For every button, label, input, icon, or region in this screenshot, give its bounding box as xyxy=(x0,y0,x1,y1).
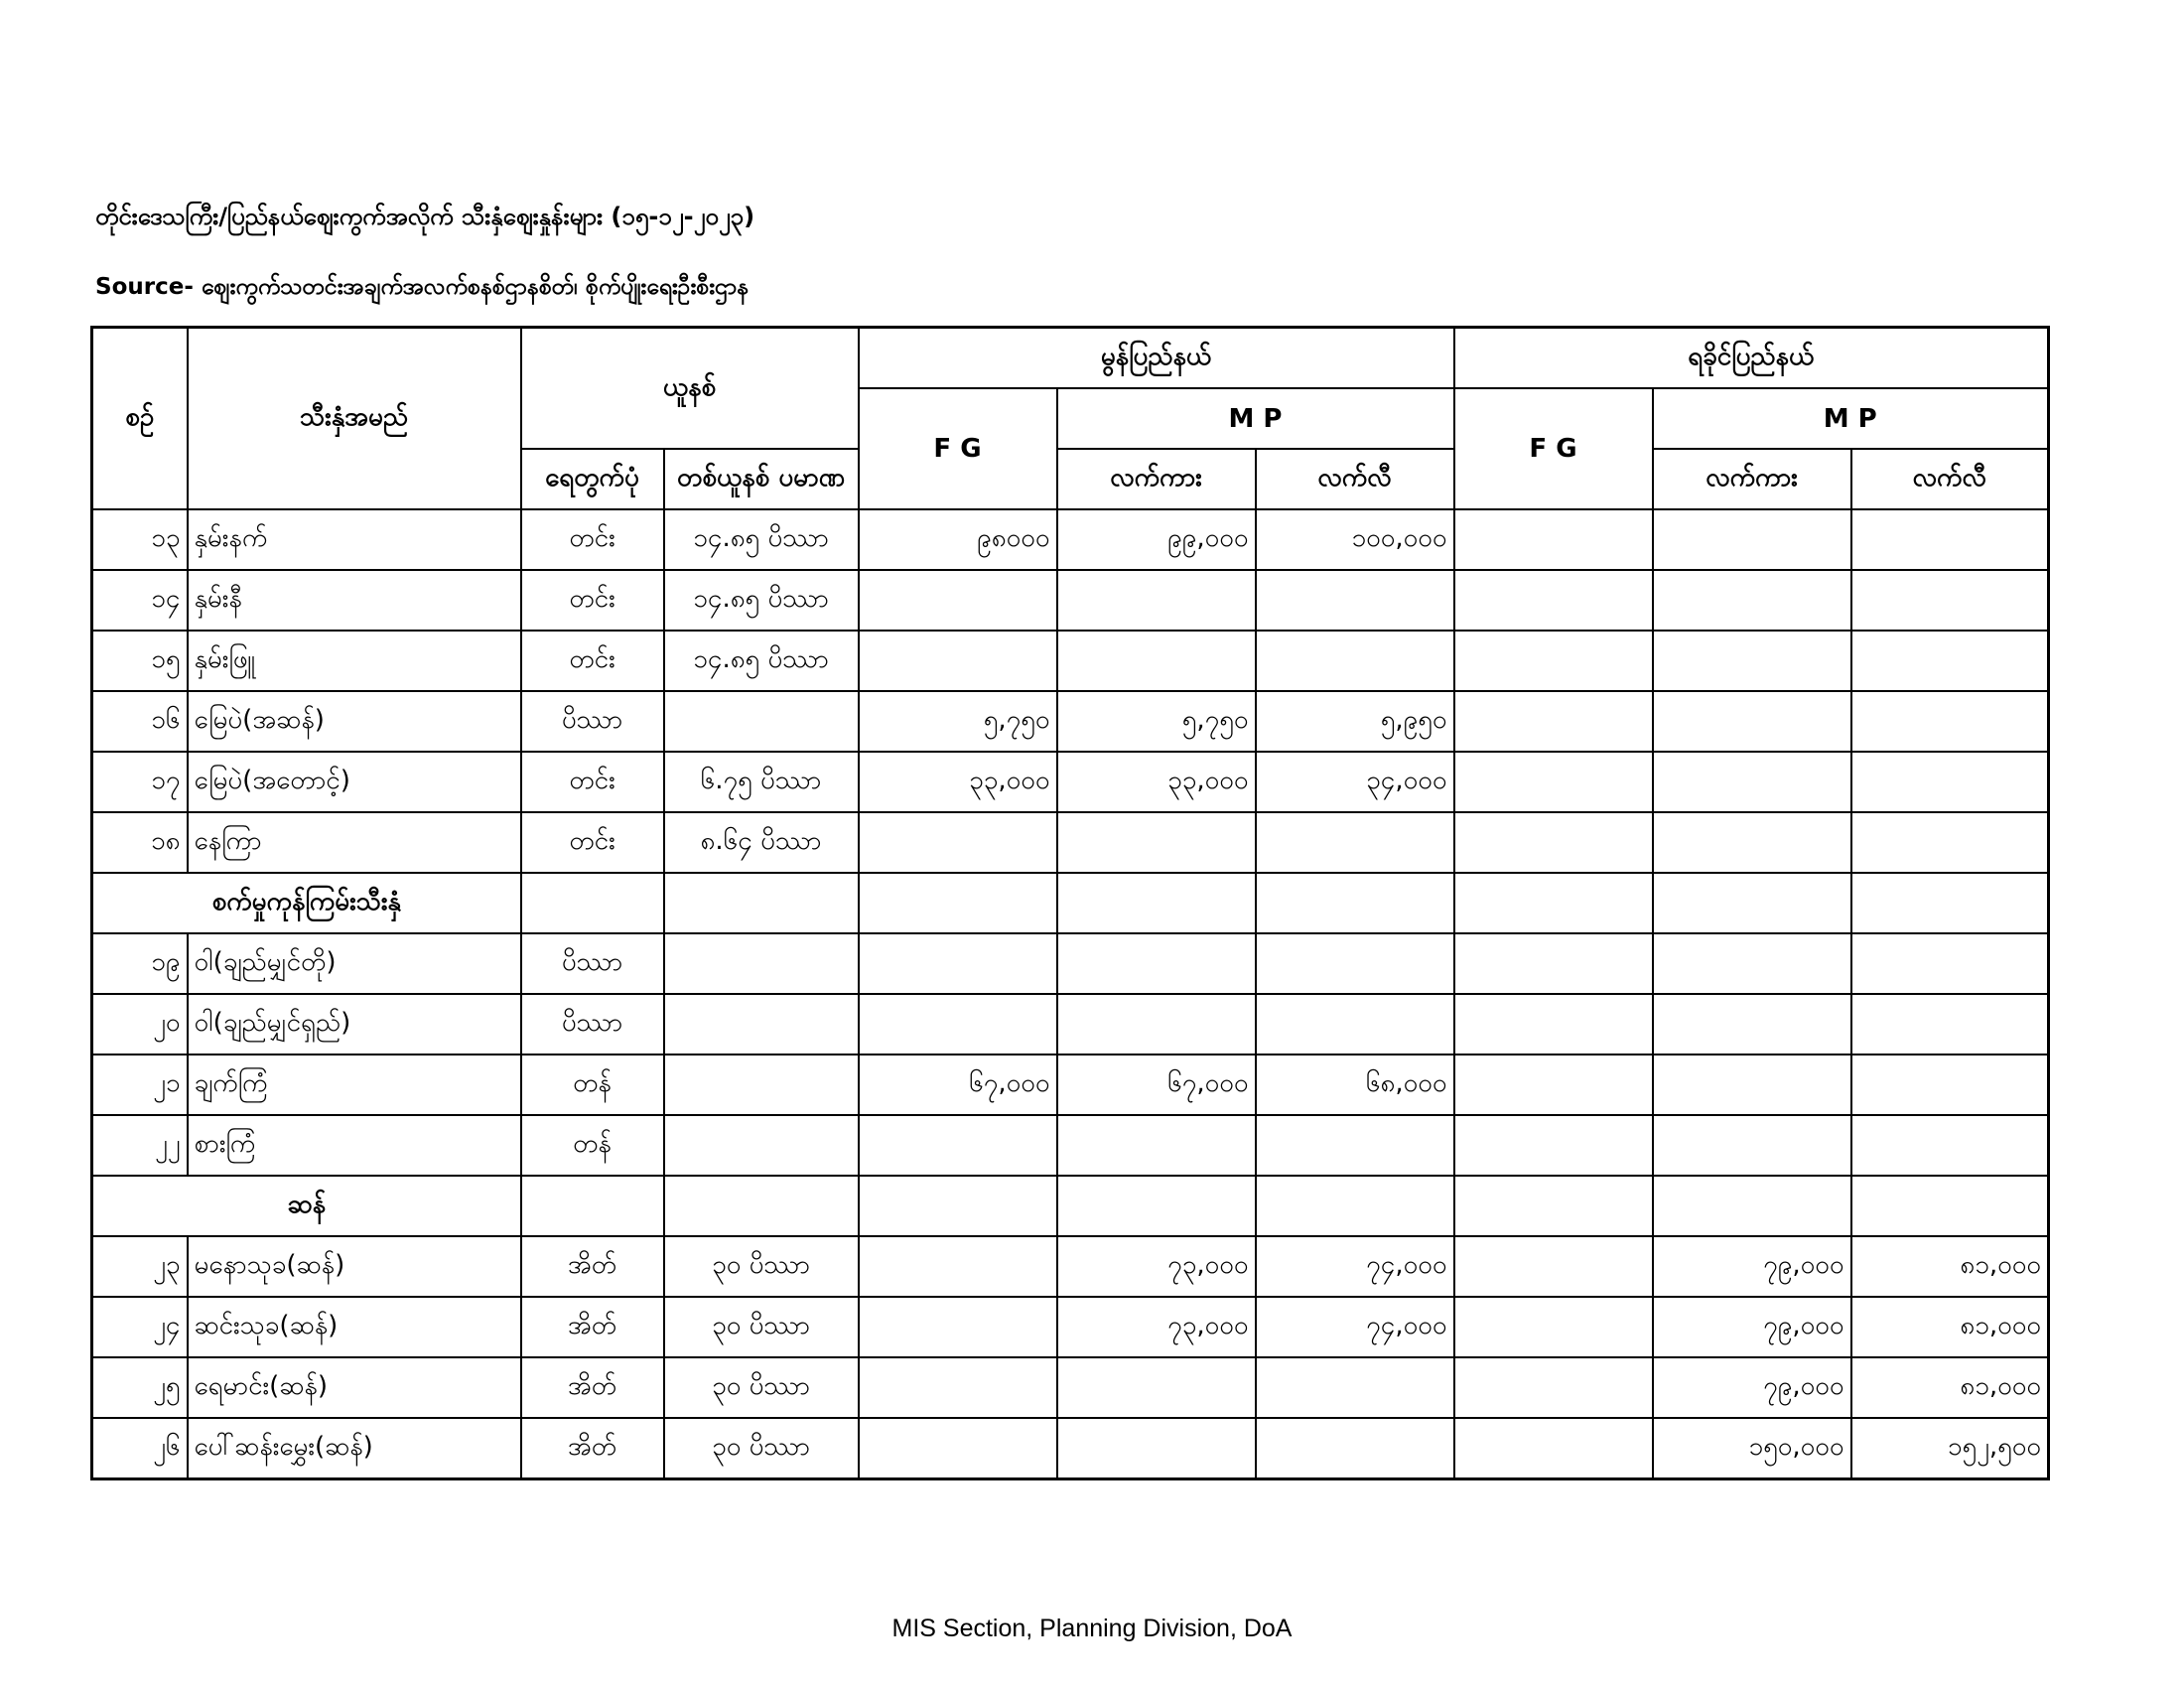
cell-measure: ၁၄.၈၅ ပိဿာ xyxy=(664,509,859,570)
cell-crop-name: ဆင်းသုခ(ဆန်) xyxy=(188,1297,521,1357)
empty-cell xyxy=(1653,873,1851,933)
header-mon-wholesale: လက်ကား xyxy=(1057,449,1256,509)
cell-rakhine-fg xyxy=(1454,994,1653,1055)
cell-rakhine-wholesale: ၇၉,၀၀၀ xyxy=(1653,1357,1851,1418)
cell-crop-name: ရေမာင်း(ဆန်) xyxy=(188,1357,521,1418)
table-row xyxy=(92,691,2049,752)
cell-measure xyxy=(664,691,859,752)
section-heading: စက်မှုကုန်ကြမ်းသီးနှံ xyxy=(92,873,521,933)
cell-unit: တင်း xyxy=(521,570,664,631)
cell-unit: အိတ် xyxy=(521,1418,664,1479)
cell-unit: တန် xyxy=(521,1055,664,1115)
empty-cell xyxy=(1851,873,2049,933)
cell-measure: ၃၀ ပိဿာ xyxy=(664,1236,859,1297)
header-unit: ယူနစ် xyxy=(521,328,859,450)
header-rakhine-wholesale: လက်ကား xyxy=(1653,449,1851,509)
cell-measure: ၁၄.၈၅ ပိဿာ xyxy=(664,570,859,631)
header-mon-state: မွန်ပြည်နယ် xyxy=(859,328,1454,389)
cell-rakhine-retail xyxy=(1851,1115,2049,1176)
cell-mon-retail xyxy=(1256,1115,1454,1176)
cell-rakhine-wholesale: ၇၉,၀၀၀ xyxy=(1653,1297,1851,1357)
cell-crop-name: ဝါ(ချည်မျှင်ရှည်) xyxy=(188,994,521,1055)
cell-mon-retail xyxy=(1256,812,1454,873)
header-crop-name: သီးနှံအမည် xyxy=(188,328,521,510)
cell-unit: တန် xyxy=(521,1115,664,1176)
table-row xyxy=(92,1236,2049,1297)
cell-no: ၁၇ xyxy=(92,752,188,812)
cell-rakhine-fg xyxy=(1454,812,1653,873)
cell-mon-wholesale xyxy=(1057,812,1256,873)
cell-rakhine-fg xyxy=(1454,933,1653,994)
table-row xyxy=(92,752,2049,812)
cell-rakhine-wholesale xyxy=(1653,752,1851,812)
cell-mon-retail xyxy=(1256,1357,1454,1418)
cell-mon-wholesale: ၇၃,၀၀၀ xyxy=(1057,1297,1256,1357)
header-row-1 xyxy=(92,328,2049,389)
empty-cell xyxy=(859,873,1057,933)
header-rakhine-state: ရခိုင်ပြည်နယ် xyxy=(1454,328,2049,389)
cell-rakhine-fg xyxy=(1454,509,1653,570)
cell-rakhine-fg xyxy=(1454,1055,1653,1115)
cell-mon-fg xyxy=(859,1418,1057,1479)
cell-mon-fg xyxy=(859,1357,1057,1418)
table-row xyxy=(92,933,2049,994)
cell-rakhine-wholesale xyxy=(1653,691,1851,752)
cell-rakhine-fg xyxy=(1454,1357,1653,1418)
cell-rakhine-wholesale xyxy=(1653,631,1851,691)
header-mon-fg: F G xyxy=(859,388,1057,509)
cell-no: ၂၂ xyxy=(92,1115,188,1176)
cell-no: ၂၁ xyxy=(92,1055,188,1115)
cell-crop-name: မြေပဲ(အဆန်) xyxy=(188,691,521,752)
header-no: စဉ် xyxy=(92,328,188,510)
cell-crop-name: မနောသုခ(ဆန်) xyxy=(188,1236,521,1297)
cell-rakhine-wholesale: ၁၅၀,၀၀၀ xyxy=(1653,1418,1851,1479)
empty-cell xyxy=(521,1176,664,1236)
cell-mon-retail xyxy=(1256,631,1454,691)
table-row xyxy=(92,631,2049,691)
price-table xyxy=(90,326,2050,1480)
cell-mon-fg: ၅,၇၅၀ xyxy=(859,691,1057,752)
cell-mon-wholesale xyxy=(1057,933,1256,994)
cell-mon-fg: ၃၃,၀၀၀ xyxy=(859,752,1057,812)
cell-unit: အိတ် xyxy=(521,1357,664,1418)
cell-mon-fg xyxy=(859,1236,1057,1297)
cell-rakhine-fg xyxy=(1454,631,1653,691)
cell-mon-wholesale: ၅,၇၅၀ xyxy=(1057,691,1256,752)
cell-mon-wholesale xyxy=(1057,1115,1256,1176)
cell-rakhine-wholesale xyxy=(1653,994,1851,1055)
cell-mon-retail xyxy=(1256,933,1454,994)
cell-rakhine-fg xyxy=(1454,1115,1653,1176)
empty-cell xyxy=(1256,1176,1454,1236)
cell-mon-wholesale xyxy=(1057,631,1256,691)
cell-no: ၁၆ xyxy=(92,691,188,752)
cell-rakhine-fg xyxy=(1454,1297,1653,1357)
cell-crop-name: စားကြံ xyxy=(188,1115,521,1176)
table-row xyxy=(92,570,2049,631)
cell-rakhine-fg xyxy=(1454,1236,1653,1297)
table-row xyxy=(92,509,2049,570)
cell-mon-retail: ၇၄,၀၀၀ xyxy=(1256,1236,1454,1297)
empty-cell xyxy=(1653,1176,1851,1236)
cell-mon-wholesale xyxy=(1057,1357,1256,1418)
cell-unit: ပိဿာ xyxy=(521,691,664,752)
cell-measure xyxy=(664,1055,859,1115)
cell-rakhine-retail: ၈၁,၀၀၀ xyxy=(1851,1236,2049,1297)
table-row xyxy=(92,1357,2049,1418)
cell-no: ၁၃ xyxy=(92,509,188,570)
cell-rakhine-wholesale xyxy=(1653,509,1851,570)
cell-unit: အိတ် xyxy=(521,1297,664,1357)
cell-rakhine-wholesale xyxy=(1653,812,1851,873)
cell-crop-name: နေကြာ xyxy=(188,812,521,873)
cell-mon-fg xyxy=(859,933,1057,994)
cell-rakhine-wholesale xyxy=(1653,1115,1851,1176)
header-rakhine-mp: M P xyxy=(1653,388,2049,449)
cell-rakhine-fg xyxy=(1454,752,1653,812)
cell-mon-fg: ၉၈၀၀၀ xyxy=(859,509,1057,570)
cell-rakhine-fg xyxy=(1454,1418,1653,1479)
empty-cell xyxy=(664,873,859,933)
empty-cell xyxy=(1454,1176,1653,1236)
cell-mon-wholesale xyxy=(1057,570,1256,631)
empty-cell xyxy=(1057,873,1256,933)
page-footer: MIS Section, Planning Division, DoA xyxy=(891,1615,1293,1642)
cell-no: ၂၆ xyxy=(92,1418,188,1479)
section-heading: ဆန် xyxy=(92,1176,521,1236)
cell-mon-fg xyxy=(859,994,1057,1055)
cell-mon-retail: ၃၄,၀၀၀ xyxy=(1256,752,1454,812)
cell-mon-wholesale xyxy=(1057,1418,1256,1479)
cell-mon-wholesale xyxy=(1057,994,1256,1055)
cell-rakhine-retail: ၁၅၂,၅၀၀ xyxy=(1851,1418,2049,1479)
cell-mon-retail: ၁၀၀,၀၀၀ xyxy=(1256,509,1454,570)
table-row xyxy=(92,1418,2049,1479)
cell-no: ၁၄ xyxy=(92,570,188,631)
cell-measure: ၃၀ ပိဿာ xyxy=(664,1357,859,1418)
cell-rakhine-retail xyxy=(1851,691,2049,752)
cell-rakhine-retail: ၈၁,၀၀၀ xyxy=(1851,1297,2049,1357)
cell-measure: ၆.၇၅ ပိဿာ xyxy=(664,752,859,812)
cell-mon-wholesale: ၆၇,၀၀၀ xyxy=(1057,1055,1256,1115)
page-title: တိုင်းဒေသကြီး/ပြည်နယ်ဈေးကွက်အလိုက် သီးနှံဈေးနှုန်းများ (၁၅-၁၂-၂၀၂၃) xyxy=(95,203,755,230)
cell-crop-name: နှမ်းဖြူ xyxy=(188,631,521,691)
cell-unit: ပိဿာ xyxy=(521,933,664,994)
cell-measure: ၃၀ ပိဿာ xyxy=(664,1297,859,1357)
cell-mon-retail xyxy=(1256,1418,1454,1479)
table-row xyxy=(92,994,2049,1055)
empty-cell xyxy=(664,1176,859,1236)
header-local-unit: ရေတွက်ပုံ xyxy=(521,449,664,509)
cell-mon-retail: ၅,၉၅၀ xyxy=(1256,691,1454,752)
cell-mon-fg: ၆၇,၀၀၀ xyxy=(859,1055,1057,1115)
source-line: Source- ဈေးကွက်သတင်းအချက်အလက်စနစ်ဌာနစိတ်၊ စိုက်ပျိုးရေးဦးစီးဌာန xyxy=(95,274,750,300)
cell-no: ၁၉ xyxy=(92,933,188,994)
table-row xyxy=(92,1297,2049,1357)
section-row xyxy=(92,1176,2049,1236)
cell-mon-wholesale: ၉၉,၀၀၀ xyxy=(1057,509,1256,570)
empty-cell xyxy=(1256,873,1454,933)
cell-no: ၂၃ xyxy=(92,1236,188,1297)
header-rakhine-fg: F G xyxy=(1454,388,1653,509)
table-body xyxy=(92,509,2049,1479)
cell-mon-fg xyxy=(859,631,1057,691)
cell-mon-fg xyxy=(859,812,1057,873)
cell-rakhine-retail xyxy=(1851,752,2049,812)
cell-mon-fg xyxy=(859,1115,1057,1176)
cell-rakhine-retail xyxy=(1851,812,2049,873)
header-unit-measure: တစ်ယူနစ် ပမာဏ xyxy=(664,449,859,509)
cell-crop-name: မြေပဲ(အတောင့်) xyxy=(188,752,521,812)
cell-rakhine-wholesale xyxy=(1653,933,1851,994)
cell-unit: တင်း xyxy=(521,752,664,812)
cell-mon-retail xyxy=(1256,570,1454,631)
cell-mon-retail: ၇၄,၀၀၀ xyxy=(1256,1297,1454,1357)
cell-rakhine-retail xyxy=(1851,509,2049,570)
cell-measure xyxy=(664,933,859,994)
cell-crop-name: ပေါ်ဆန်းမွှေး(ဆန်) xyxy=(188,1418,521,1479)
cell-measure: ၁၄.၈၅ ပိဿာ xyxy=(664,631,859,691)
cell-rakhine-retail: ၈၁,၀၀၀ xyxy=(1851,1357,2049,1418)
cell-rakhine-retail xyxy=(1851,933,2049,994)
cell-mon-fg xyxy=(859,1297,1057,1357)
header-mon-mp: M P xyxy=(1057,388,1454,449)
cell-mon-retail xyxy=(1256,994,1454,1055)
cell-unit: ပိဿာ xyxy=(521,994,664,1055)
cell-mon-wholesale: ၇၃,၀၀၀ xyxy=(1057,1236,1256,1297)
cell-rakhine-retail xyxy=(1851,570,2049,631)
cell-crop-name: ချက်ကြံ xyxy=(188,1055,521,1115)
cell-rakhine-retail xyxy=(1851,1055,2049,1115)
cell-rakhine-fg xyxy=(1454,691,1653,752)
empty-cell xyxy=(1851,1176,2049,1236)
cell-crop-name: နှမ်းနက် xyxy=(188,509,521,570)
cell-mon-retail: ၆၈,၀၀၀ xyxy=(1256,1055,1454,1115)
empty-cell xyxy=(1454,873,1653,933)
table-row xyxy=(92,812,2049,873)
cell-unit: အိတ် xyxy=(521,1236,664,1297)
cell-no: ၂၄ xyxy=(92,1297,188,1357)
cell-rakhine-wholesale: ၇၉,၀၀၀ xyxy=(1653,1236,1851,1297)
cell-measure xyxy=(664,994,859,1055)
cell-mon-fg xyxy=(859,570,1057,631)
cell-no: ၂၀ xyxy=(92,994,188,1055)
cell-no: ၁၈ xyxy=(92,812,188,873)
cell-rakhine-wholesale xyxy=(1653,1055,1851,1115)
cell-measure: ၃၀ ပိဿာ xyxy=(664,1418,859,1479)
cell-rakhine-fg xyxy=(1454,570,1653,631)
empty-cell xyxy=(859,1176,1057,1236)
empty-cell xyxy=(521,873,664,933)
cell-crop-name: ဝါ(ချည်မျှင်တို) xyxy=(188,933,521,994)
cell-rakhine-wholesale xyxy=(1653,570,1851,631)
cell-rakhine-retail xyxy=(1851,631,2049,691)
table-row xyxy=(92,1055,2049,1115)
table-row xyxy=(92,1115,2049,1176)
cell-rakhine-retail xyxy=(1851,994,2049,1055)
cell-crop-name: နှမ်းနီ xyxy=(188,570,521,631)
empty-cell xyxy=(1057,1176,1256,1236)
section-row xyxy=(92,873,2049,933)
cell-no: ၁၅ xyxy=(92,631,188,691)
cell-unit: တင်း xyxy=(521,631,664,691)
header-rakhine-retail: လက်လီ xyxy=(1851,449,2049,509)
cell-measure: ၈.၆၄ ပိဿာ xyxy=(664,812,859,873)
cell-mon-wholesale: ၃၃,၀၀၀ xyxy=(1057,752,1256,812)
cell-no: ၂၅ xyxy=(92,1357,188,1418)
cell-unit: တင်း xyxy=(521,509,664,570)
cell-measure xyxy=(664,1115,859,1176)
header-mon-retail: လက်လီ xyxy=(1256,449,1454,509)
cell-unit: တင်း xyxy=(521,812,664,873)
